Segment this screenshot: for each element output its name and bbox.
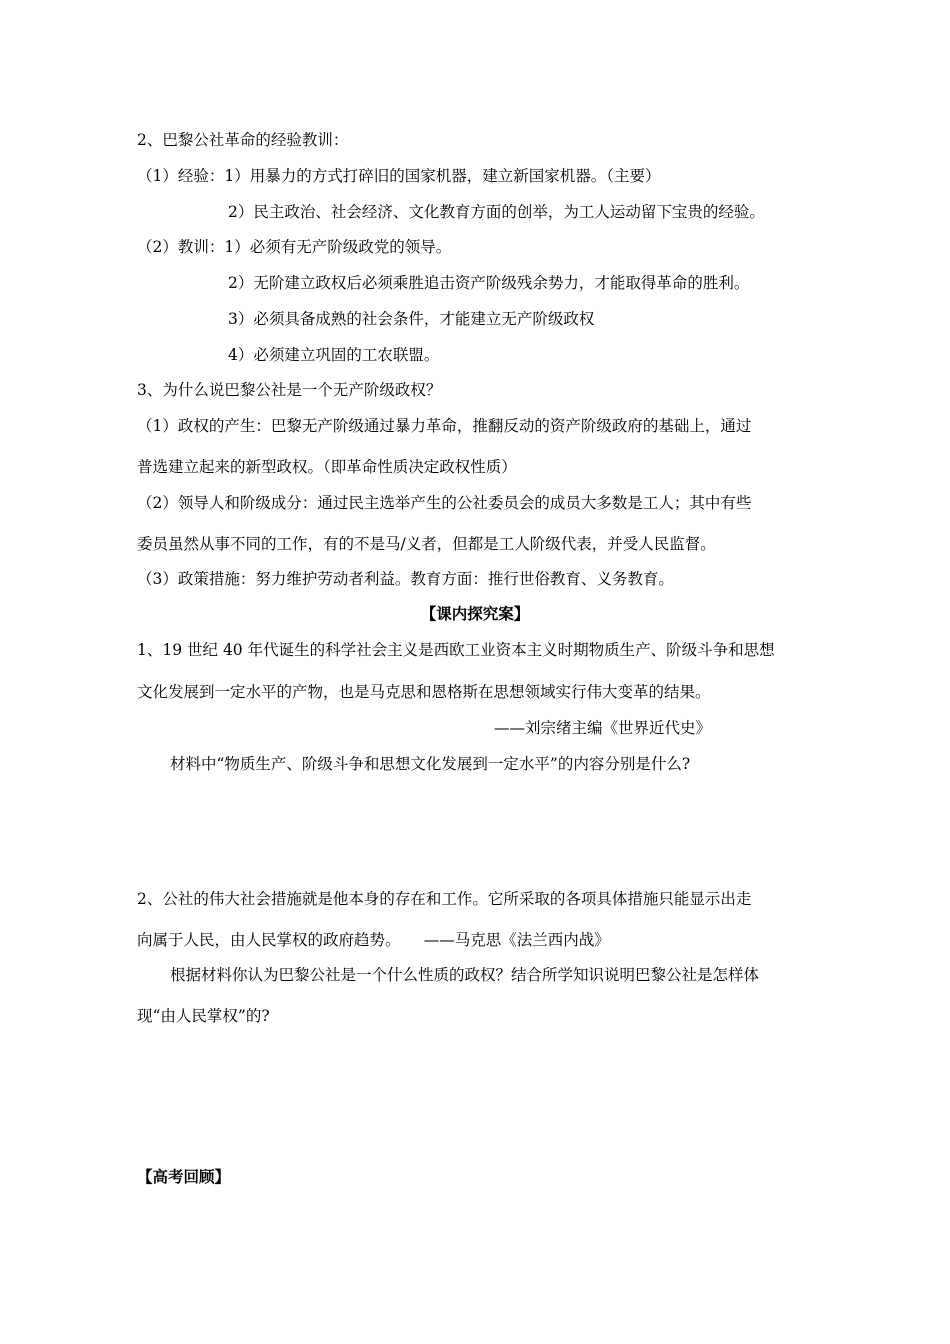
section3-heading: 3、为什么说巴黎公社是一个无产阶级政权？ — [137, 381, 442, 399]
section3-point1-line1: （1）政权的产生：巴黎无产阶级通过暴力革命，推翻反动的资产阶级政府的基础上，通过 — [137, 417, 752, 435]
inquiry-title: 【课内探究案】 — [420, 604, 530, 623]
inquiry-q2-line2: 向属于人民，由人民掌权的政府趋势。 ——马克思《法兰西内战》 — [137, 931, 610, 949]
review-title: 【高考回顾】 — [137, 1167, 231, 1186]
experience-item-2: 2）民主政治、社会经济、文化教育方面的创举，为工人运动留下宝贵的经验。 — [228, 203, 765, 221]
inquiry-q2-question-line1: 根据材料你认为巴黎公社是一个什么性质的政权？结合所学知识说明巴黎公社是怎样体 — [170, 966, 760, 984]
inquiry-q1-line1: 1、19 世纪 40 年代诞生的科学社会主义是西欧工业资本主义时期物质生产、阶级斗争和思想 — [137, 641, 775, 659]
lesson-item-1: （2）教训：1）必须有无产阶级政党的领导。 — [137, 238, 452, 256]
inquiry-q1-line2: 文化发展到一定水平的产物，也是马克思和恩格斯在思想领域实行伟大变革的结果。 — [137, 683, 711, 701]
section2-heading: 2、巴黎公社革命的经验教训： — [137, 131, 349, 149]
inquiry-q1-question: 材料中“物质生产、阶级斗争和思想文化发展到一定水平”的内容分别是什么? — [170, 755, 691, 773]
lesson-item-4: 4）必须建立巩固的工农联盟。 — [228, 346, 440, 364]
section3-point3: （3）政策措施：努力维护劳动者利益。教育方面：推行世俗教育、义务教育。 — [137, 570, 674, 588]
section3-point2-line1: （2）领导人和阶级成分：通过民主选举产生的公社委员会的成员大多数是工人；其中有些 — [137, 494, 752, 512]
lesson-item-3: 3）必须具备成熟的社会条件，才能建立无产阶级政权 — [228, 310, 595, 328]
section3-point1-line2: 普选建立起来的新型政权。（即革命性质决定政权性质） — [137, 458, 517, 476]
section3-point2-line2: 委员虽然从事不同的工作，有的不是马/义者，但都是工人阶级代表，并受人民监督。 — [137, 535, 716, 553]
experience-item-1: （1）经验：1）用暴力的方式打碎旧的国家机器，建立新国家机器。（主要） — [137, 167, 661, 185]
lesson-item-2: 2）无阶建立政权后必须乘胜追击资产阶级残余势力，才能取得革命的胜利。 — [228, 274, 750, 292]
inquiry-q2-line1: 2、公社的伟大社会措施就是他本身的存在和工作。它所采取的各项具体措施只能显示出走 — [137, 890, 752, 908]
inquiry-q1-source: ——刘宗绪主编《世界近代史》 — [494, 719, 712, 737]
inquiry-q2-question-line2: 现“由人民掌权”的? — [137, 1007, 270, 1025]
